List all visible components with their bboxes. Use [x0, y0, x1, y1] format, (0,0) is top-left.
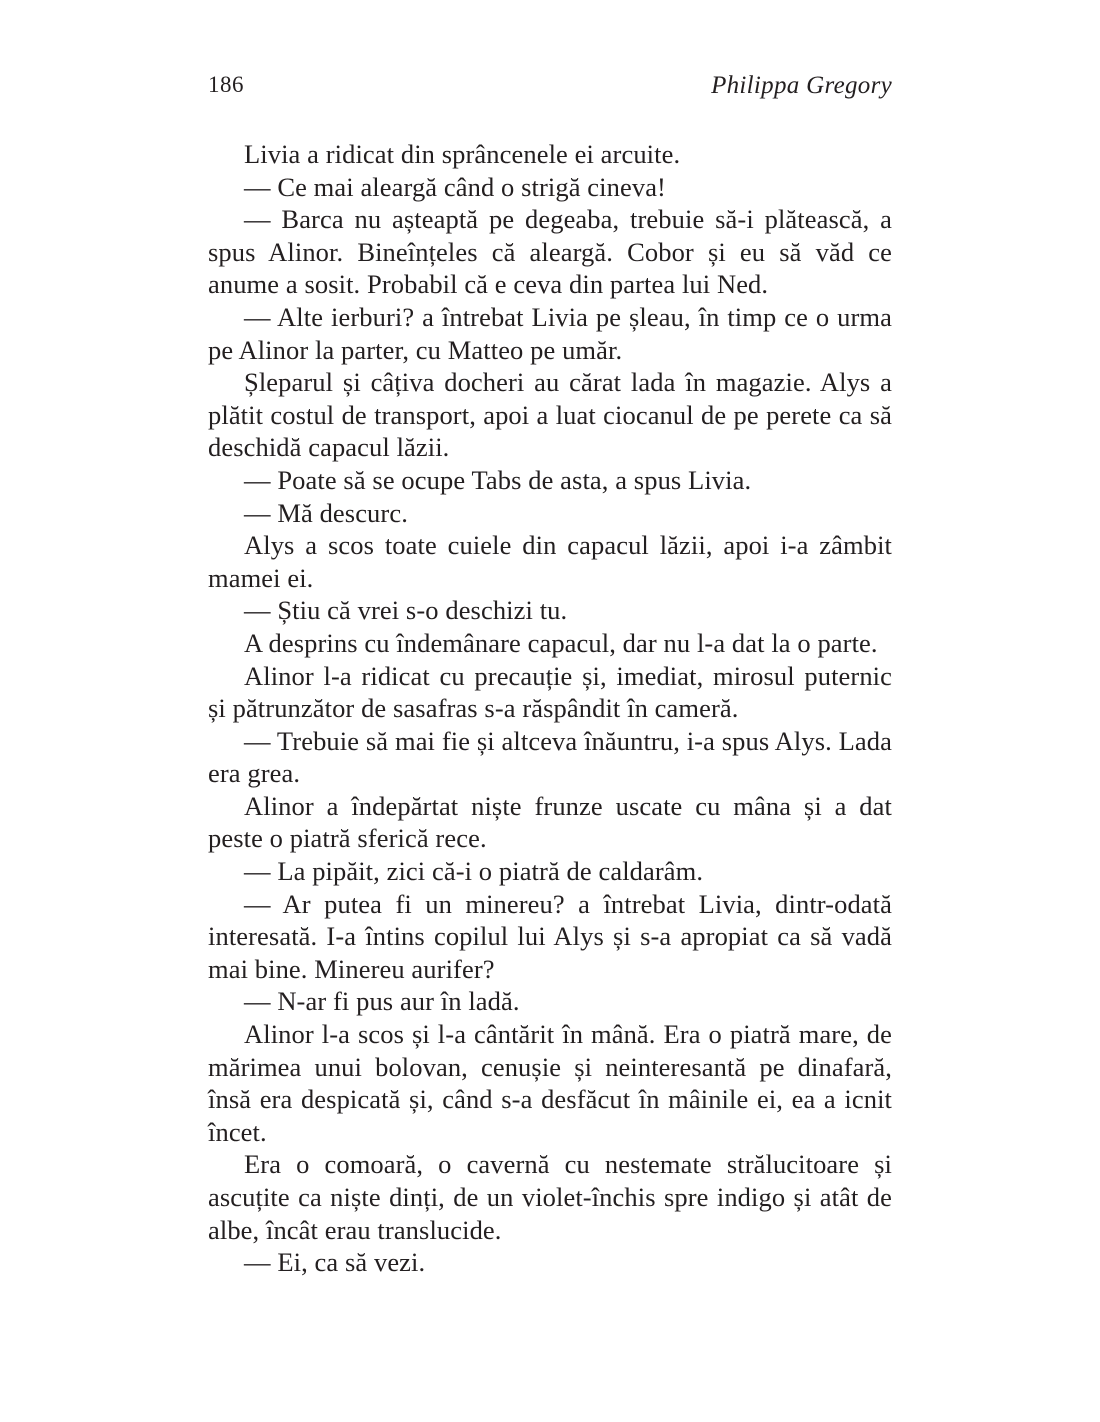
page-header	[208, 72, 892, 108]
paragraph: — Poate să se ocupe Tabs de asta, a spus Livia.	[244, 464, 752, 495]
paragraph: — Mă descurc.	[244, 497, 408, 528]
paragraph: Alinor l-a ridicat cu precauție și, imediat, mirosul puternic și pătrunzător de sasafras s-a răspândit în cameră.	[208, 660, 892, 724]
paragraph: Alinor l-a scos și l-a cântărit în mână. Era o piatră mare, de mărimea unui bolovan, cenușie și neinteresantă pe dinafară, însă era despicată și, când s-a desfăcut în mâinile ei, ea a icnit încet.	[208, 1019, 892, 1147]
paragraph: — Ei, ca să vezi.	[244, 1247, 426, 1278]
paragraph: — Știu că vrei s-o deschizi tu.	[244, 595, 568, 626]
page-number: 186	[208, 72, 244, 97]
paragraph: — Trebuie să mai fie și altceva înăuntru, i-a spus Alys. Lada era grea.	[208, 725, 892, 789]
paragraph: Era o comoară, o cavernă cu nestemate strălucitoare și ascuțite ca niște dinți, de un violet-închis spre indigo și atât de albe, încât erau translucide.	[208, 1149, 892, 1245]
paragraph: — Alte ierburi? a întrebat Livia pe șleau, în timp ce o urma pe Alinor la parter, cu Matteo pe umăr.	[208, 301, 892, 365]
running-head-author: Philippa Gregory	[711, 72, 892, 99]
paragraph: — Ar putea fi un minereu? a întrebat Livia, dintr-odată interesată. I-a întins copilul lui Alys și s-a apropiat ca să vadă mai bine. Minereu aurifer?	[208, 888, 892, 984]
paragraph: Alinor a îndepărtat niște frunze uscate cu mâna și a dat peste o piatră sferică rece.	[208, 790, 892, 854]
paragraph: — Ce mai aleargă când o strigă cineva!	[244, 171, 666, 202]
paragraph: — La pipăit, zici că-i o piatră de caldarâm.	[244, 856, 704, 887]
paragraph: A desprins cu îndemânare capacul, dar nu l-a dat la o parte.	[244, 627, 878, 658]
paragraph: — Barca nu așteaptă pe degeaba, trebuie să-i plătească, a spus Alinor. Bineînțeles că aleargă. Cobor și eu să văd ce anume a sosit. Probabil că e ceva din partea lui Ned.	[208, 204, 892, 300]
body-text	[208, 138, 892, 1279]
paragraph: Șleparul și câțiva docheri au cărat lada în magazie. Alys a plătit costul de transport, apoi a luat ciocanul de pe perete ca să deschidă capacul lăzii.	[208, 367, 892, 463]
paragraph: Alys a scos toate cuiele din capacul lăzii, apoi i-a zâmbit mamei ei.	[208, 530, 892, 593]
paragraph: Livia a ridicat din sprâncenele ei arcuite.	[244, 139, 681, 169]
paragraph: — N-ar fi pus aur în ladă.	[244, 986, 520, 1017]
